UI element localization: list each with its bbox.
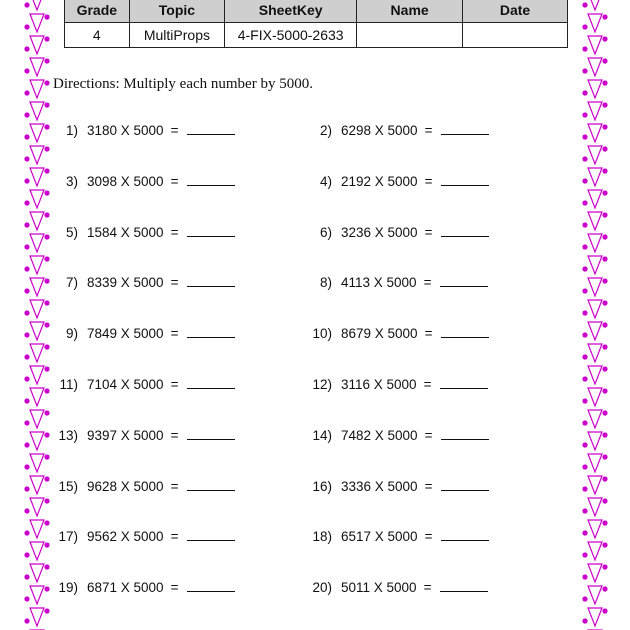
problem-expression: 6298 X 5000 (341, 123, 418, 138)
problem-item (302, 172, 489, 192)
equals-sign: = (170, 377, 179, 392)
equals-sign: = (170, 478, 179, 494)
answer-blank[interactable] (187, 273, 235, 287)
grade-header: Grade (65, 0, 130, 23)
value-row (65, 23, 568, 48)
problem-number: 10) (312, 326, 332, 342)
problem-number: 12) (312, 377, 332, 392)
problem-expression: 7482 X 5000 (341, 427, 418, 443)
answer-blank[interactable] (441, 121, 489, 135)
equals-sign: = (423, 275, 432, 291)
problem-expression: 6871 X 5000 (87, 580, 164, 596)
grade-value: 4 (65, 23, 130, 48)
problem-item (48, 223, 235, 243)
problem-item (48, 172, 235, 192)
equals-sign: = (424, 529, 433, 545)
problem-expression: 3336 X 5000 (341, 478, 418, 494)
problem-number: 2) (319, 123, 332, 138)
right-decorative-border (582, 0, 608, 630)
answer-blank[interactable] (440, 578, 488, 592)
name-field[interactable] (357, 23, 463, 48)
answer-blank[interactable] (440, 375, 488, 389)
problem-number: 15) (58, 478, 78, 494)
equals-sign: = (424, 224, 433, 240)
name-header: Name (357, 0, 463, 23)
answer-blank[interactable] (441, 426, 489, 440)
problem-expression: 2192 X 5000 (341, 173, 418, 189)
problem-item (302, 375, 488, 395)
equals-sign: = (424, 326, 433, 342)
answer-blank[interactable] (187, 223, 235, 237)
problem-item (302, 223, 489, 243)
equals-sign: = (423, 580, 432, 596)
problem-number: 19) (58, 580, 78, 596)
problem-item (48, 426, 235, 446)
problem-expression: 3236 X 5000 (341, 224, 418, 240)
equals-sign: = (424, 123, 433, 138)
triangle-dot-border-icon (24, 0, 50, 630)
problem-expression: 8679 X 5000 (341, 326, 418, 342)
answer-blank[interactable] (441, 223, 489, 237)
equals-sign: = (170, 173, 179, 189)
sheetkey-header: SheetKey (225, 0, 357, 23)
problem-item (302, 121, 489, 141)
problem-number: 14) (312, 427, 332, 443)
date-header: Date (463, 0, 568, 23)
problem-expression: 7104 X 5000 (87, 377, 164, 392)
problem-item (48, 527, 235, 547)
problem-item (302, 426, 489, 446)
problem-expression: 6517 X 5000 (341, 529, 418, 545)
problem-item (302, 527, 489, 547)
answer-blank[interactable] (187, 375, 235, 389)
equals-sign: = (170, 427, 179, 443)
equals-sign: = (424, 427, 433, 443)
answer-blank[interactable] (441, 324, 489, 338)
triangle-dot-border-icon (582, 0, 608, 630)
answer-blank[interactable] (187, 578, 235, 592)
problem-item (48, 375, 235, 395)
topic-header: Topic (129, 0, 225, 23)
sheetkey-value: 4-FIX-5000-2633 (225, 23, 357, 48)
problem-item (302, 578, 488, 598)
problem-expression: 1584 X 5000 (87, 224, 164, 240)
problem-expression: 7849 X 5000 (87, 326, 164, 342)
problem-expression: 8339 X 5000 (87, 275, 164, 291)
problem-item (48, 477, 235, 497)
answer-blank[interactable] (441, 477, 489, 491)
problem-expression: 3098 X 5000 (87, 173, 164, 189)
problem-number: 7) (65, 275, 78, 291)
equals-sign: = (170, 123, 179, 138)
problem-item (48, 324, 235, 344)
problem-number: 6) (319, 224, 332, 240)
answer-blank[interactable] (187, 172, 235, 186)
answer-blank[interactable] (187, 527, 235, 541)
left-decorative-border (24, 0, 50, 630)
problem-item (48, 578, 235, 598)
problem-item (302, 273, 488, 293)
problem-expression: 4113 X 5000 (341, 275, 417, 291)
equals-sign: = (423, 377, 432, 392)
equals-sign: = (424, 173, 433, 189)
equals-sign: = (170, 529, 179, 545)
problem-number: 1) (65, 123, 78, 138)
answer-blank[interactable] (187, 121, 235, 135)
equals-sign: = (170, 275, 179, 291)
problem-item (48, 273, 235, 293)
equals-sign: = (170, 326, 179, 342)
problem-expression: 3180 X 5000 (87, 123, 164, 138)
problem-number: 5) (65, 224, 78, 240)
problem-expression: 5011 X 5000 (341, 580, 417, 596)
problem-expression: 9562 X 5000 (87, 529, 164, 545)
problem-item (48, 121, 235, 141)
problem-item (302, 477, 489, 497)
problem-expression: 3116 X 5000 (341, 377, 417, 392)
equals-sign: = (170, 224, 179, 240)
problem-number: 20) (312, 580, 332, 596)
answer-blank[interactable] (187, 426, 235, 440)
problem-number: 16) (312, 478, 332, 494)
problem-number: 13) (58, 427, 78, 443)
answer-blank[interactable] (441, 527, 489, 541)
problem-number: 9) (65, 326, 78, 342)
directions-text: Directions: Multiply each number by 5000. (53, 76, 313, 92)
problem-number: 18) (312, 529, 332, 545)
date-field[interactable] (463, 23, 568, 48)
problem-number: 11) (59, 377, 78, 392)
problem-expression: 9628 X 5000 (87, 478, 164, 494)
problem-number: 17) (58, 529, 78, 545)
equals-sign: = (170, 580, 179, 596)
answer-blank[interactable] (187, 324, 235, 338)
problem-number: 3) (65, 173, 78, 189)
answer-blank[interactable] (187, 477, 235, 491)
worksheet-header-table (64, 0, 568, 48)
problem-number: 8) (319, 275, 332, 291)
topic-value: MultiProps (129, 23, 225, 48)
problem-expression: 9397 X 5000 (87, 427, 164, 443)
answer-blank[interactable] (441, 172, 489, 186)
equals-sign: = (424, 478, 433, 494)
problem-item (302, 324, 489, 344)
header-row (65, 0, 568, 23)
problem-number: 4) (319, 173, 332, 189)
answer-blank[interactable] (440, 273, 488, 287)
